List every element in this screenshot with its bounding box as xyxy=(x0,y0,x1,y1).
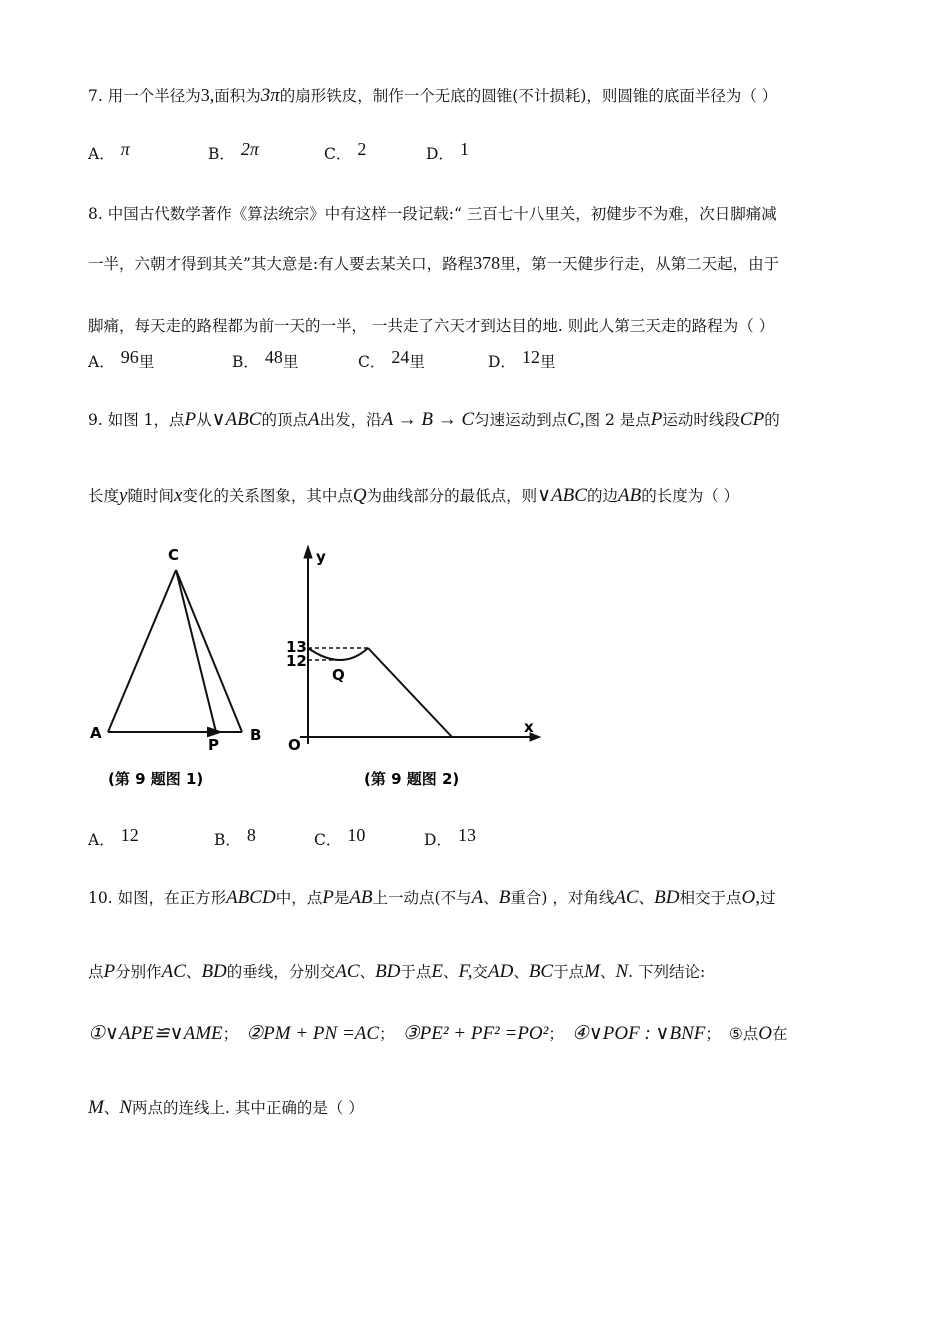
q7-radius: 3, xyxy=(200,85,215,105)
q7-text: 的扇形铁皮，制作一个无底的圆锥(不计损耗)，则圆锥的底面半径为（ ） xyxy=(279,87,778,105)
q8-option-d[interactable]: D． 12里 xyxy=(488,347,556,371)
q7-stem xyxy=(88,84,777,107)
q7-text: 7. 用一个半径为 xyxy=(88,87,201,105)
q8-option-a[interactable]: A． 96里 xyxy=(88,347,155,371)
q9-figure2-graph xyxy=(300,546,540,744)
q9-fig2-tick-12: 12 xyxy=(286,652,307,670)
q10-line3: ①∨APE≌∨AME； ②PM + PN =AC； ③PE² + PF² =PO²； ④∨POF : ∨BNF； ⑤点O在 xyxy=(88,1023,788,1044)
q7-option-a[interactable]: A． π xyxy=(88,139,130,163)
q9-fig2-tick-13: 13 xyxy=(286,638,307,656)
q8-line3: 脚痛，每天走的路程都为前一天的一半， 一共走了六天才到达目的地. 则此人第三天走的路程为（ ） xyxy=(88,317,775,335)
q9-fig2-label-o: O xyxy=(288,736,301,754)
q8-distance: 378 xyxy=(473,253,501,273)
q8-option-b[interactable]: B． 48里 xyxy=(232,347,299,371)
q9-fig1-label-p: P xyxy=(208,736,219,754)
q9-option-a[interactable]: A． 12 xyxy=(88,825,139,849)
q8-line2: 一半，六朝才得到其关”其大意是:有人要去某关口，路程378里，第一天健步行走，从第二天起，由于 xyxy=(88,253,780,273)
q9-figure1-triangle xyxy=(108,570,242,736)
q9-fig1-label-a: A xyxy=(90,724,102,742)
q9-fig2-label-q: Q xyxy=(332,666,345,684)
q7-option-d[interactable]: D． 1 xyxy=(426,139,469,163)
q10-conclusion-1: ①∨APE≌∨AME xyxy=(88,1023,223,1044)
q7-area: 3π xyxy=(260,85,280,106)
q9-option-b[interactable]: B． 8 xyxy=(214,825,256,849)
q9-figures xyxy=(88,532,534,800)
q8-line1: 8. 中国古代数学著作《算法统宗》中有这样一段记载:“ 三百七十八里关，初健步不为难，次日脚痛减 xyxy=(88,205,777,223)
q7-text: 面积为 xyxy=(214,87,261,105)
q9-fig1-label-b: B xyxy=(250,726,262,744)
q9-fig2-label-x: x xyxy=(524,718,534,736)
q9-fig2-caption: (第 9 题图 2) xyxy=(364,770,460,788)
q9-option-d[interactable]: D． 13 xyxy=(424,825,476,849)
q9-fig1-label-c: C xyxy=(168,546,180,564)
q8-option-c[interactable]: C． 24里 xyxy=(358,347,425,371)
q7-option-b[interactable]: B． 2π xyxy=(208,139,259,163)
q9-option-c[interactable]: C． 10 xyxy=(314,825,366,849)
q9-line2: 长度y随时间x变化的关系图象，其中点Q为曲线部分的最低点，则∨ABC的边AB的长度为（ ） xyxy=(88,485,740,506)
q10-conclusion-3: ③PE² + PF² =PO² xyxy=(402,1023,549,1044)
q7-option-c[interactable]: C． 2 xyxy=(324,139,367,163)
q10-conclusion-2: ②PM + PN =AC xyxy=(246,1023,380,1044)
q9-fig2-label-y: y xyxy=(316,548,326,566)
q10-conclusion-4: ④∨POF : ∨BNF xyxy=(571,1023,706,1044)
q10-line4: M、N两点的连线上. 其中正确的是（ ） xyxy=(88,1097,364,1118)
q9-fig1-caption: (第 9 题图 1) xyxy=(108,770,204,788)
q10-line2: 点P分别作AC、BD的垂线，分别交AC、BD于点E、F,交AD、BC于点M、N. 下列结论: xyxy=(88,961,706,982)
q9-line1: 9. 如图 1，点P从∨ABC的顶点A出发，沿A → B → C匀速运动到点C,图 2 是点P运动时线段CP的 xyxy=(88,409,780,430)
q10-line1: 10. 如图，在正方形ABCD中，点P是AB上一动点(不与A、B重合) ，对角线AC、BD相交于点O,过 xyxy=(88,887,776,908)
q10-conclusion-5: ⑤ xyxy=(728,1025,743,1043)
